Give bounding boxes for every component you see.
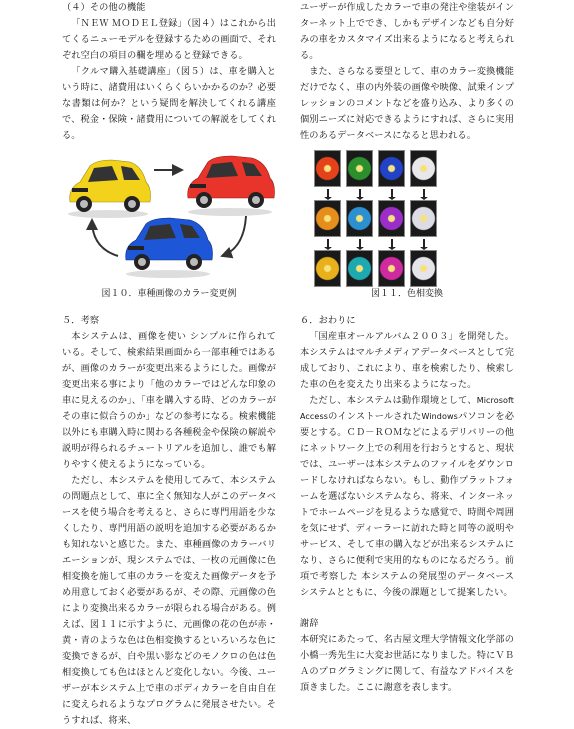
flower-image bbox=[378, 200, 405, 237]
section-heading-4: （４）その他の機能 bbox=[62, 2, 146, 13]
yellow-car-image bbox=[68, 160, 151, 218]
arrow-red-to-blue bbox=[222, 216, 246, 256]
paragraph-extension: また、さらなる要望として、車のカラー変換機能だけでなく、車の内外装の画像や映像、試乗インプレッションのコメントなどを盛り込み、より多くの個別ニーズに対応できるようにすれば、さらに実用性のあるデータベースになると思われる。 bbox=[300, 66, 514, 141]
paragraph-customize: ユーザーが作成したカラーで車の発注や塗装がインターネット上ででき、しかもデザインなども自分好みの車をカスタマイズ出来るようになると考えられる。 bbox=[300, 2, 514, 61]
figure-10-car-colors bbox=[62, 150, 276, 280]
flower-image bbox=[410, 150, 437, 187]
flower-image bbox=[410, 250, 437, 287]
section-heading-6: ６．おわりに bbox=[300, 315, 356, 326]
section-heading-5: ５．考察 bbox=[62, 315, 100, 326]
red-car-image bbox=[188, 156, 275, 216]
flower-grid bbox=[314, 150, 454, 287]
ms-access-text: Microsoft Access bbox=[300, 396, 514, 421]
figure-11-caption: 図１１．色相変換 bbox=[370, 289, 443, 299]
acknowledgement-heading: 謝辞 bbox=[300, 618, 319, 629]
flower-image bbox=[378, 250, 405, 287]
right-bottom-column bbox=[300, 313, 514, 696]
figure-10-caption: 図１０．車種画像のカラー変更例 bbox=[101, 289, 237, 299]
flower-image bbox=[346, 250, 373, 287]
arrow-blue-to-yellow bbox=[92, 220, 118, 256]
paragraph-conclusion-2: ただし、本システムは動作環境として、Microsoft AccessのインストールされたWindowsパソコンを必要とする。ＣＤ－ＲＯＭなどによるデリバリーの他にネットワーク上での利用を行おうとすると、現状では、ユーザーは本システムのファイルをダウンロードしなければならない。もし、動作プラットフォームを選ばないシステムなら、将来、インターネットでホームページを見るような感覚で、時間や周囲を気にせず、ディーラーに訪れた時と同等の説明やサービス、そして車の購入などが出来るシステムになり、さらに便利で実用的なものになるだろう。前項で考察した 本システムの発展型のデータベースシステムとともに、今後の課題として提案したい。 bbox=[300, 395, 514, 598]
flower-image bbox=[378, 150, 405, 187]
left-bottom-column bbox=[62, 313, 276, 729]
paragraph-discussion-1: 本システムは、画像を使い シンプルに作られている。そして、検索結果画面から一部車種ではあるが、画像のカラーが変更出来るようにした。画像が変更出来る事により「他のカラーではどんな印象の車に見えるのか」、「車を購入する時、どのカラーがその車に似合うのか」などの参考になる。検索機能以外にも車購入時に関わる各種税金や保険の解説や説明が得られるチュートリアルを追加し、誰でも解りやすく使えるようになっている。 bbox=[62, 331, 276, 470]
right-top-column bbox=[300, 0, 514, 144]
figure-11-hue-conversion bbox=[314, 150, 454, 288]
flower-image bbox=[314, 150, 341, 187]
paragraph-conclusion-1: 「国産車オールアルバム２００３」を開発した。本システムはマルチメディアデータベースとして完成しており、これにより、車を検索したり、検索した車の色を変えたり出来るようになった。 bbox=[300, 331, 514, 390]
flower-image bbox=[314, 250, 341, 287]
windows-text: Windows bbox=[421, 412, 458, 421]
left-top-column bbox=[62, 0, 276, 144]
flower-image bbox=[410, 200, 437, 237]
blue-car-image bbox=[126, 218, 213, 278]
flower-image bbox=[314, 200, 341, 237]
acknowledgement-text: 本研究にあたって、名古屋文理大学情報文化学部の小橋一秀先生に大変お世話になりました。特にＶＢＡのプログラミングに関して、有益なアドバイスを頂きました。ここに謝意を表します。 bbox=[300, 634, 514, 693]
paragraph-discussion-2: ただし、本システムを使用してみて、本システムの問題点として、車に全く無知な人がこのデータベースを使う場合を考えると、さらに専門用語を少なくしたり、専門用語の説明を追加する必要があるかも知れないと感じた。また、車種画像のカラーバリエーションが、現システムでは、一枚の元画像に色相変換を施して車のカラーを変えた画像データを予め用意しておく必要があるが、その際、元画像の色により変換出来るカラーが限られる場合がある。例えば、図１１に示すように、元画像の花の色が赤・黄・青のような色は色相変換するといろいろな色に変換できるが、白や黒い影などのモノクロの色は色相変換しても色はほとんど変化しない。今後、ユーザーが本システム上で車のボディカラーを自由自在に変えられるようなプログラムに発展させたい。そうすれば、将来、 bbox=[62, 475, 276, 726]
flower-image bbox=[346, 200, 373, 237]
paragraph-new-model: 「ＮＥＷ ＭＯＤＥＬ登録」（図４）はこれから出てくるニューモデルを登録するための画面で、それぞれ空白の項目の欄を埋めると登録できる。 bbox=[62, 18, 276, 61]
paragraph-purchase-course: 「クルマ購入基礎講座」（図５）は、車を購入という時に、諸費用はいくらくらいかかるのか？必要な書類は何か？という疑問を解決してくれる講座で、税金・保険・諸費用についての解説をしてくれる。 bbox=[62, 66, 276, 141]
flower-image bbox=[346, 150, 373, 187]
